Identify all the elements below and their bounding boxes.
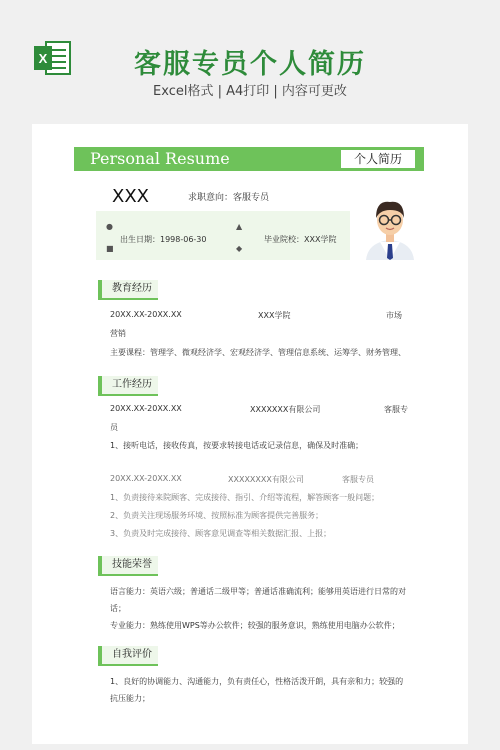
skills-professional: 专业能力：熟练使用WPS等办公软件；较强的服务意识，熟练使用电脑办公软件； xyxy=(110,621,400,630)
resume-header-bar xyxy=(74,147,424,171)
skills-language-wrap: 话； xyxy=(110,604,126,613)
header-chinese-title: 个人简历 xyxy=(340,149,416,169)
job1-period: 20XX.XX-20XX.XX xyxy=(110,404,182,413)
self-evaluation-text: 1、良好的协调能力、沟通能力，负有责任心，性格活泼开朗，具有亲和力；较强的 xyxy=(110,677,404,686)
svg-text:X: X xyxy=(38,51,48,66)
education-courses: 主要课程：管理学、微观经济学、宏观经济学、管理信息系统、运筹学、财务管理、 xyxy=(110,348,406,357)
self-evaluation-wrap: 抗压能力； xyxy=(110,694,150,703)
skills-language: 语言能力：英语六级；普通话二级甲等；普通话准确流利；能够用英语进行日常的对 xyxy=(110,587,406,596)
avatar xyxy=(358,190,422,260)
banner-subtitle: Excel格式 | A4打印 | 内容可更改 xyxy=(153,84,347,99)
job2-role: 客服专员 xyxy=(342,475,374,484)
education-major-wrap: 营销 xyxy=(110,329,126,338)
resume-page xyxy=(32,124,468,744)
education-period: 20XX.XX-20XX.XX xyxy=(110,310,182,319)
section-self-evaluation-title: 自我评价 xyxy=(102,646,158,666)
job2-company: XXXXXXXX有限公司 xyxy=(228,475,304,484)
phone-icon: ■ xyxy=(106,244,114,253)
birth-date: 出生日期：1998-06-30 xyxy=(120,235,207,244)
section-self-evaluation xyxy=(98,646,158,666)
education-school: XXX学院 xyxy=(258,311,291,320)
job2-period: 20XX.XX-20XX.XX xyxy=(110,474,182,483)
graduation-cap-icon: ▲ xyxy=(236,222,243,231)
location-icon: ◆ xyxy=(236,244,243,253)
job-intent: 求职意向：客服专员 xyxy=(188,193,270,203)
top-banner xyxy=(0,0,500,120)
person-icon: ● xyxy=(106,222,113,231)
header-english-title: Personal Resume xyxy=(90,149,230,168)
candidate-name: XXX xyxy=(112,186,149,207)
section-skills xyxy=(98,556,158,576)
section-work xyxy=(98,376,158,396)
job2-duty-2: 2、负责关注现场服务环境、按照标准为顾客提供完善服务； xyxy=(110,511,324,520)
job1-role-wrap: 员 xyxy=(110,423,118,432)
section-skills-title: 技能荣誉 xyxy=(102,556,158,576)
job2-duty-1: 1、负责接待来院顾客、完成接待、指引、介绍等流程，解答顾客一般问题； xyxy=(110,493,380,502)
banner-title: 客服专员个人简历 xyxy=(134,49,366,80)
section-education xyxy=(98,280,158,300)
graduate-school: 毕业院校：XXX学院 xyxy=(264,235,337,244)
section-work-title: 工作经历 xyxy=(102,376,158,396)
section-education-title: 教育经历 xyxy=(102,280,158,300)
job1-company: XXXXXXX有限公司 xyxy=(250,405,321,414)
job1-role: 客服专 xyxy=(384,405,408,414)
job1-duty: 1、接听电话，接收传真，按要求转接电话或记录信息，确保及时准确； xyxy=(110,441,364,450)
job2-duty-3: 3、负责及时完成接待、顾客意见调查等相关数据汇报、上报； xyxy=(110,529,332,538)
education-major: 市场 xyxy=(386,311,402,320)
